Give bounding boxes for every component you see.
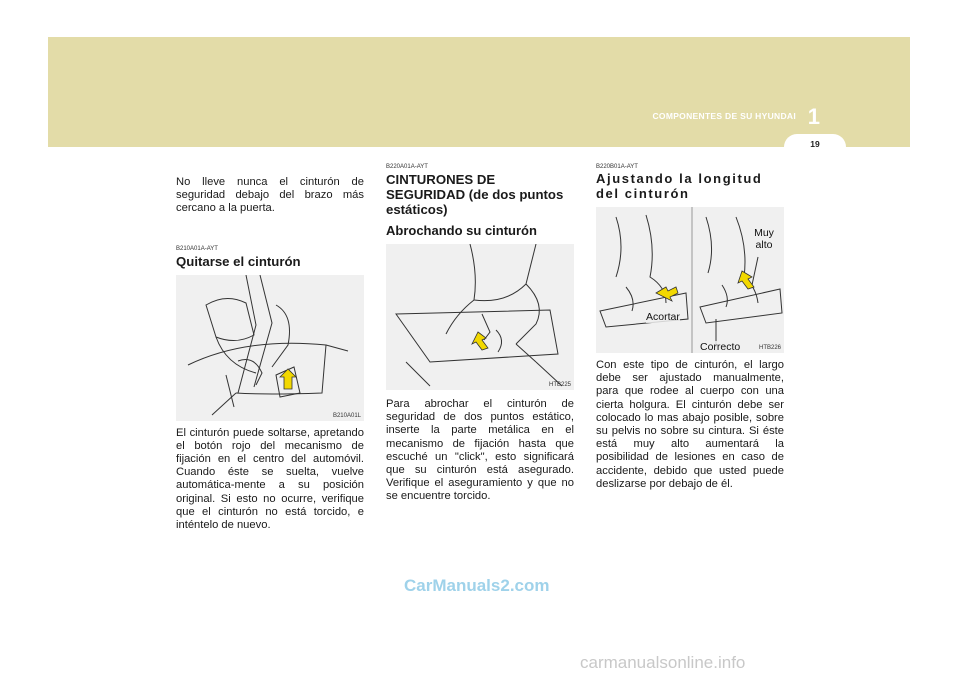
- watermark-carmanualsonline: carmanualsonline.info: [580, 653, 746, 672]
- figure-remove-belt: [176, 275, 364, 421]
- remove-belt-text: El cinturón puede soltarse, apretando el botón rojo del mecanismo de fijación en el centro del automóvil. Cuando éste se suelta, vuelve automática-mente a su posición original. Si esto no ocurre, verifique que el cinturón no está torcido, e inténtelo de nuevo.: [176, 426, 364, 532]
- figure-code: HTB226: [758, 345, 781, 351]
- chapter-title: COMPONENTES DE SU HYUNDAI: [652, 111, 796, 121]
- figure-code: B210A01L: [332, 412, 361, 419]
- section-heading: Quitarse el cinturón: [176, 253, 301, 269]
- section-heading: CINTURONES DE SEGURIDAD (de dos puntos estáticos): [386, 172, 564, 217]
- fasten-belt-illustration: [386, 244, 574, 390]
- yellow-arrow-icon: [472, 332, 488, 350]
- figure-code: HTB225: [548, 382, 571, 388]
- label-correcto: Correcto: [700, 341, 741, 353]
- adjust-length-text: Con este tipo de cinturón, el largo debe ser ajustado manualmente, para que rodee al cuerpo con una cierta holgura. El cinturón debe ser colocado lo mas abajo posible, sobre su pelvis no sobre su cintura. Si éste está muy alto aumentará la posibilidad de lesiones en caso de accidente, debido que usted puede deslizarse por debajo de él.: [596, 359, 784, 490]
- section-heading: Ajustando la longitud del cinturón: [596, 171, 763, 201]
- header-band: [48, 37, 910, 147]
- section-code: B220B01A-AYT: [596, 164, 638, 170]
- column-1: [176, 160, 364, 532]
- section-code: B220A01A-AYT: [386, 164, 428, 170]
- column-3: [596, 160, 784, 491]
- section-code: B210A01A-AYT: [176, 245, 218, 252]
- label-acortar: Acortar: [646, 311, 680, 323]
- watermark-carmanuals2: CarManuals2.com: [404, 576, 550, 595]
- intro-warning-text: No lleve nunca el cinturón de seguridad debajo del brazo más cercano a la puerta.: [176, 176, 364, 215]
- yellow-arrow-icon: [738, 271, 754, 289]
- label-muy-alto: Muy alto: [750, 227, 778, 251]
- figure-adjust-length: [596, 207, 784, 353]
- page-number: 19: [810, 139, 820, 149]
- remove-belt-illustration: [176, 275, 364, 421]
- figure-fasten-belt: [386, 244, 574, 390]
- chapter-number: 1: [807, 104, 820, 129]
- fasten-belt-text: Para abrochar el cinturón de seguridad de dos puntos estático, inserte la parte metálica en el mecanismo de fijación hasta que escuché un "click", esto significará que su cinturón está asegurado. Verifique el aseguramiento y que no se encuentre torcido.: [386, 398, 574, 503]
- column-2: [386, 160, 574, 504]
- subheading: Abrochando su cinturón: [386, 223, 537, 238]
